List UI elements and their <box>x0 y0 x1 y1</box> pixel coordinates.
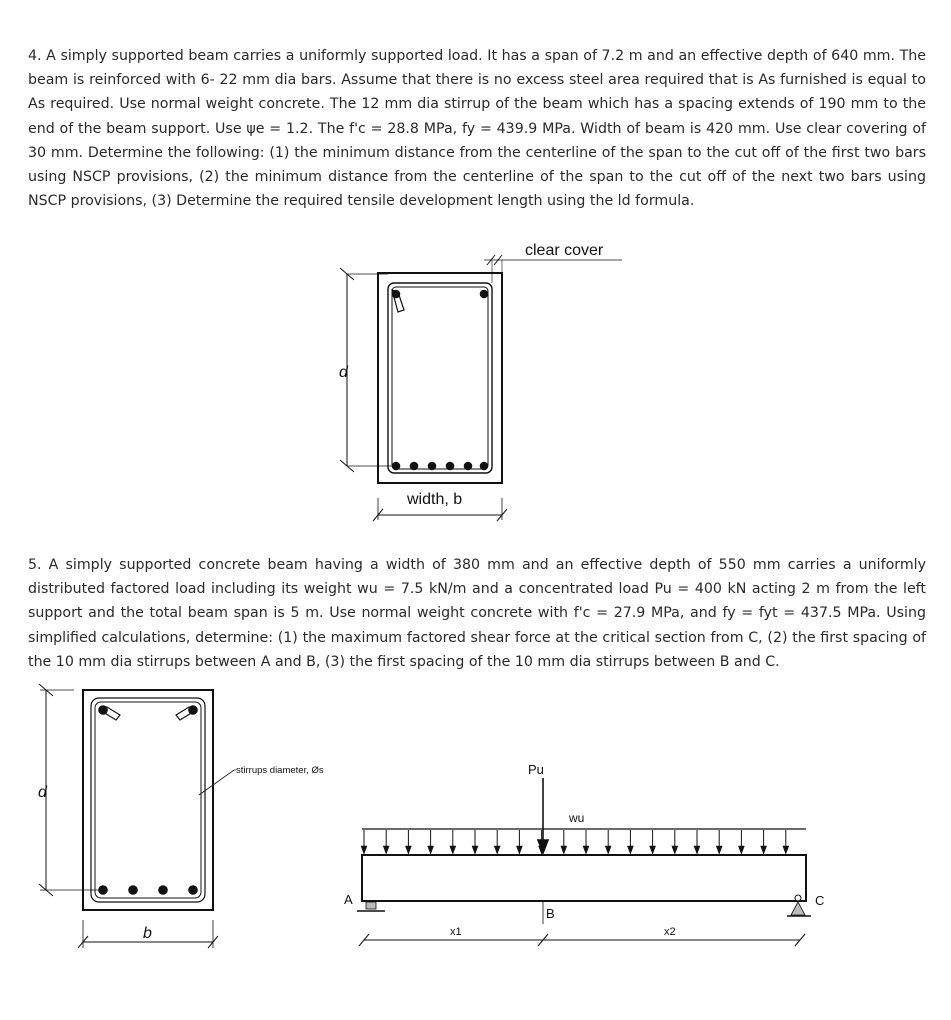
depth-label: d <box>38 784 47 801</box>
support-a-block <box>366 902 376 909</box>
load-arrowhead <box>738 846 744 854</box>
width-label: b <box>143 925 152 942</box>
stirrup-label: stirrups diameter, Øs <box>236 765 324 776</box>
stirrup-inner <box>95 702 201 898</box>
load-arrowhead <box>472 846 478 854</box>
bottom-bar <box>393 463 400 470</box>
support-c-label: C <box>815 893 825 908</box>
width-label: width, b <box>407 491 463 508</box>
load-arrowhead <box>650 846 656 854</box>
problem-5-beam-figure <box>357 778 811 946</box>
support-c-pin <box>791 902 805 915</box>
bottom-bar <box>481 463 488 470</box>
load-arrowhead <box>627 846 633 854</box>
bottom-bar <box>159 886 167 894</box>
beam-section-outline <box>378 273 502 483</box>
load-arrowhead <box>694 846 700 854</box>
load-arrowhead <box>383 846 389 854</box>
top-bar <box>99 706 107 714</box>
top-bar <box>481 291 488 298</box>
bottom-bar <box>411 463 418 470</box>
stirrup-outer <box>388 283 492 473</box>
beam-elevation <box>362 855 806 901</box>
load-arrowhead <box>361 846 367 854</box>
bottom-bar <box>129 886 137 894</box>
load-arrowhead <box>783 846 789 854</box>
clear-cover-label: clear cover <box>525 242 604 259</box>
load-arrowhead <box>516 846 522 854</box>
load-arrowhead <box>561 846 567 854</box>
problem-4-section-figure <box>340 255 622 521</box>
bottom-bar <box>429 463 436 470</box>
bottom-bar <box>465 463 472 470</box>
distributed-load-arrows <box>361 830 789 854</box>
span-1-label: x1 <box>450 926 462 938</box>
load-arrowhead <box>494 846 500 854</box>
span-2-label: x2 <box>664 926 676 938</box>
load-arrowhead <box>605 846 611 854</box>
support-a-label: A <box>344 892 353 907</box>
bottom-bar <box>99 886 107 894</box>
stirrup-inner <box>392 287 488 469</box>
distributed-load-label: wu <box>569 811 585 825</box>
problem-5-section-figure <box>39 684 236 948</box>
top-bar <box>393 291 400 298</box>
load-arrowhead <box>405 846 411 854</box>
depth-label: d <box>339 364 348 381</box>
load-arrowhead <box>761 846 767 854</box>
load-arrowhead <box>428 846 434 854</box>
problem-5-text: 5. A simply supported concrete beam having a width of 380 mm and an effective depth of 550 mm carries a uniformly distributed factored load including its weight wu = 7.5 kN/m and a concentrated load Pu = 400 kN acting 2 m from the left support and the total beam span is 5 m. Use normal weight concrete with f'c = 27.9 MPa, and fy = fyt = 437.5 MPa. Using simplified calculations, determine: (1) the maximum factored shear force at the critical section from C, (2) the first spacing of the 10 mm dia stirrups between A and B, (3) the first spacing of the 10 mm dia stirrups between B and C. <box>28 557 926 670</box>
point-b-label: B <box>546 906 555 921</box>
top-bar <box>189 706 197 714</box>
beam-section-outline <box>83 690 213 910</box>
load-arrowhead <box>450 846 456 854</box>
load-arrowhead <box>672 846 678 854</box>
load-arrowhead <box>583 846 589 854</box>
stirrup-outer <box>91 698 205 902</box>
bottom-bar <box>189 886 197 894</box>
support-c-hinge <box>795 895 801 901</box>
bottom-bar <box>447 463 454 470</box>
problem-4-text: 4. A simply supported beam carries a uniformly supported load. It has a span of 7.2 m and an effective depth of 640 mm. The beam is reinforced with 6- 22 mm dia bars. Assume that there is no excess steel area required that is As furnished is equal to As required. Use normal weight concrete. The 12 mm dia stirrup of the beam which has a spacing extends of 190 mm to the end of the beam support. Use ψe = 1.2. The f'c = 28.8 MPa, fy = 439.9 MPa. Width of beam is 420 mm. Use clear covering of 30 mm. Determine the following: (1) the minimum distance from the centerline of the span to the cut off of the first two bars using NSCP provisions, (2) the minimum distance from the centerline of the span to the cut off of the next two bars using NSCP provisions, (3) Determine the required tensile development length using the ld formula. <box>28 48 926 210</box>
load-arrowhead <box>716 846 722 854</box>
point-load-label: Pu <box>528 762 544 777</box>
